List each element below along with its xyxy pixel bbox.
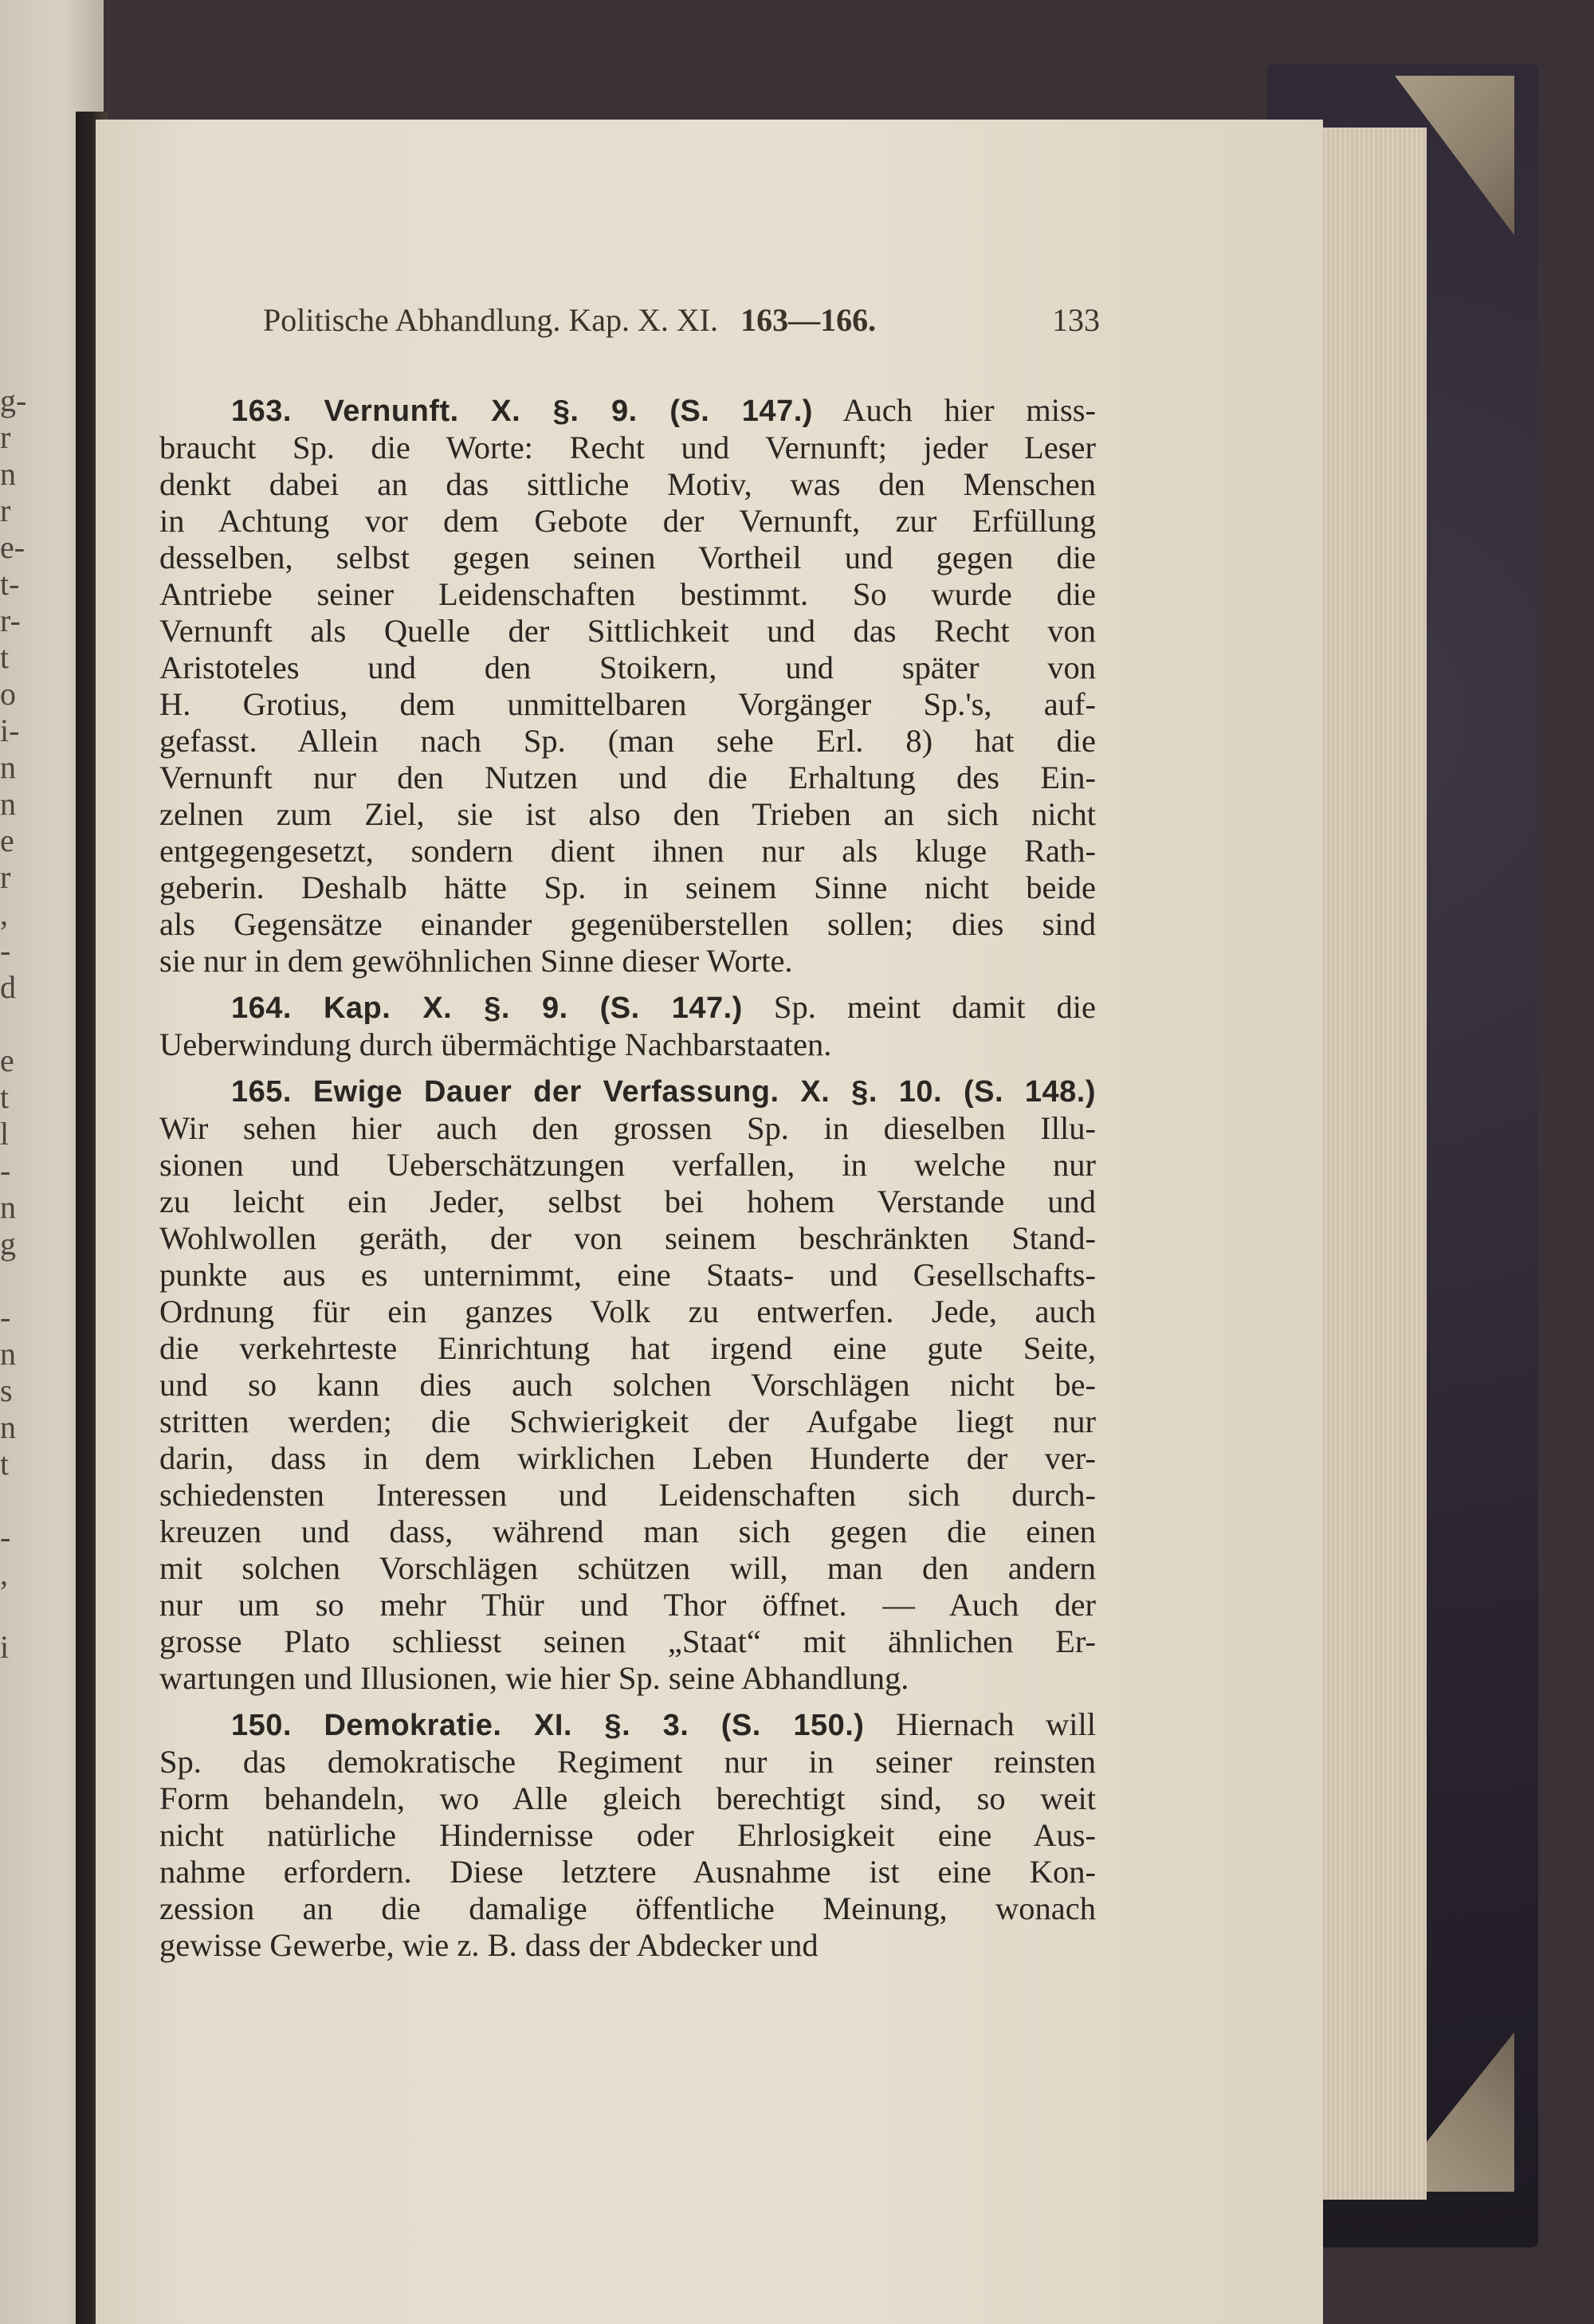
left-page-fragment: i [0,1629,10,1665]
text-line [159,540,1096,576]
text-line [159,1440,1096,1477]
text-line [159,1927,1096,1964]
line-text: geberin. Deshalb hätte Sp. in seinem Sinne nicht beide [159,870,1096,905]
left-page-fragment: n [0,749,16,785]
line-text: zu leicht ein Jeder, selbst bei hohem Verstande und [159,1184,1096,1219]
text-line [159,576,1096,613]
text-line [159,760,1096,796]
line-text: entgegengesetzt, sondern dient ihnen nur als kluge Rath- [159,833,1096,869]
left-page-fragment: r- [0,603,21,638]
paragraph [159,1706,1096,1964]
text-line [159,833,1096,870]
text-line [159,1587,1096,1623]
left-page-fragment: t- [0,566,20,602]
line-text: gefasst. Allein nach Sp. (man sehe Erl. 8) hat die [159,723,1096,759]
line-text: stritten werden; die Schwierigkeit der Aufgabe liegt nur [159,1403,1096,1439]
line-text: zelnen zum Ziel, sie ist also den Trieben an sich nicht [159,796,1096,832]
paragraph [159,989,1096,1063]
left-page-fragments [0,383,32,1817]
line-text: braucht Sp. die Worte: Recht und Vernunft; jeder Leser [159,430,1096,465]
text-line [159,1330,1096,1367]
left-page-fragment: i- [0,713,20,748]
text-line [159,1513,1096,1550]
line-text: denkt dabei an das sittliche Motiv, was den Menschen [159,466,1096,502]
line-text: als Gegensätze einander gegenüberstellen sollen; dies sind [159,906,1096,942]
text-line [159,1294,1096,1330]
left-page-fragment: n [0,456,16,492]
text-line [159,1110,1096,1147]
running-head [263,301,1100,339]
line-text: Wir sehen hier auch den grossen Sp. in dieselben Illu- [159,1110,1096,1146]
text-line [159,870,1096,906]
left-page-fragment: d [0,969,16,1005]
line-text: nicht natürliche Hindernisse oder Ehrlosigkeit eine Aus- [159,1817,1096,1853]
paragraph [159,1073,1096,1697]
left-page-fragment: r [0,493,11,528]
left-page-fragment: - [0,1152,11,1188]
left-page-fragment [0,1262,32,1299]
text-line [159,1257,1096,1294]
line-text: und so kann dies auch solchen Vorschlägen nicht be- [159,1367,1096,1403]
text-line [159,1477,1096,1513]
left-page-fragment: t [0,639,10,675]
text-line [159,1706,1096,1744]
text-line [159,430,1096,466]
text-line [159,392,1096,430]
paragraph [159,392,1096,979]
text-line [159,1550,1096,1587]
note-heading: 163. Vernunft. X. §. 9. (S. 147.) [231,395,813,428]
line-text: kreuzen und dass, während man sich gegen die einen [159,1513,1096,1549]
line-text: darin, dass in dem wirklichen Leben Hunderte der ver- [159,1440,1096,1476]
left-page-fragment [0,1592,32,1629]
text-line [159,1027,1096,1063]
text-line [159,1660,1096,1697]
running-head-range: 163—166. [740,302,877,338]
left-page-fragment: t [0,1079,10,1115]
left-page-fragment [0,1006,32,1042]
left-page-fragment: - [0,1519,11,1555]
line-text: grosse Plato schliesst seinen „Staat“ mit ähnlichen Er- [159,1623,1096,1659]
line-text: Hiernach will [864,1706,1097,1742]
text-line [159,503,1096,540]
line-text: Antriebe seiner Leidenschaften bestimmt. So wurde die [159,576,1096,612]
line-text: die verkehrteste Einrichtung hat irgend eine gute Seite, [159,1330,1096,1366]
text-line [159,943,1096,979]
left-page-fragment: - [0,932,11,968]
line-text: Wohlwollen geräth, der von seinem beschränkten Stand- [159,1220,1096,1256]
line-text: Aristoteles und den Stoikern, und später von [159,650,1096,685]
left-page-fragment: n [0,1409,16,1445]
left-page-fragment: s [0,1372,13,1408]
note-heading: 150. Demokratie. XI. §. 3. (S. 150.) [231,1709,865,1742]
text-line [159,796,1096,833]
line-text: Vernunft als Quelle der Sittlichkeit und das Recht von [159,613,1096,649]
text-line [159,1184,1096,1220]
line-text: Ueberwindung durch übermächtige Nachbarstaaten. [159,1027,832,1062]
left-page-fragment: l [0,1116,10,1152]
line-text: punkte aus es unternimmt, eine Staats- und Gesellschafts- [159,1257,1096,1293]
line-text: Form behandeln, wo Alle gleich berechtigt sind, so weit [159,1780,1096,1816]
note-heading: 164. Kap. X. §. 9. (S. 147.) [231,991,743,1025]
text-line [159,1817,1096,1854]
text-line [159,989,1096,1027]
line-text: schiedensten Interessen und Leidenschaften sich durch- [159,1477,1096,1513]
line-text: in Achtung vor dem Gebote der Vernunft, zur Erfüllung [159,503,1096,539]
text-line [159,466,1096,503]
left-page-fragment: e [0,1042,14,1078]
line-text: sie nur in dem gewöhnlichen Sinne dieser Worte. [159,943,793,979]
line-text: gewisse Gewerbe, wie z. B. dass der Abdecker und [159,1927,819,1963]
text-line [159,1623,1096,1660]
left-page-fragment: g [0,1226,16,1262]
page-number: 133 [1052,302,1100,338]
line-text: Auch hier miss- [812,392,1097,428]
left-page-fragment: e [0,822,14,858]
line-text: wartungen und Illusionen, wie hier Sp. seine Abhandlung. [159,1660,909,1696]
text-line [159,1220,1096,1257]
line-text: Ordnung für ein ganzes Volk zu entwerfen. Jede, auch [159,1294,1096,1329]
line-text: nahme erfordern. Diese letztere Ausnahme ist eine Kon- [159,1854,1096,1890]
left-page-fragment: n [0,1189,16,1225]
line-text: desselben, selbst gegen seinen Vortheil und gegen die [159,540,1096,575]
left-page-fragment: t [0,1446,10,1482]
line-text: Sp. das demokratische Regiment nur in seiner reinsten [159,1744,1096,1780]
left-page-fragment: n [0,786,16,822]
running-head-title: Politische Abhandlung. Kap. X. XI. [263,302,719,338]
text-line [159,1744,1096,1780]
page-edges [1307,128,1427,2200]
left-page-fragment [0,1482,32,1519]
left-page-fragment: g- [0,383,27,418]
text-line [159,723,1096,760]
left-page-fragment: o [0,676,16,712]
text-line [159,1403,1096,1440]
left-page-fragment: - [0,1299,11,1335]
line-text: sionen und Ueberschätzungen verfallen, in welche nur [159,1147,1096,1183]
text-line [159,1367,1096,1403]
text-line [159,1147,1096,1184]
text-line [159,1854,1096,1890]
text-line [159,650,1096,686]
text-line [159,1780,1096,1817]
left-page-fragment: , [0,896,8,932]
left-page-fragment: e- [0,529,26,565]
line-text: Sp. meint damit die [742,989,1097,1025]
text-line [159,1073,1096,1110]
line-text: H. Grotius, dem unmittelbaren Vorgänger Sp.'s, auf- [159,686,1096,722]
line-text: nur um so mehr Thür und Thor öffnet. — Auch der [159,1587,1096,1623]
line-text: zession an die damalige öffentliche Meinung, wonach [159,1890,1096,1926]
note-heading: 165. Ewige Dauer der Verfassung. X. §. 10. (S. 148.) [231,1075,1096,1109]
text-line [159,686,1096,723]
left-page-fragment: , [0,1556,8,1592]
left-page-fragment: r [0,419,11,455]
line-text: Vernunft nur den Nutzen und die Erhaltung des Ein- [159,760,1096,795]
text-line [159,613,1096,650]
left-page-fragment: r [0,859,11,895]
page-body [159,392,1096,1973]
text-line [159,906,1096,943]
left-page-fragment: n [0,1336,16,1372]
line-text: mit solchen Vorschlägen schützen will, man den andern [159,1550,1096,1586]
text-line [159,1890,1096,1927]
